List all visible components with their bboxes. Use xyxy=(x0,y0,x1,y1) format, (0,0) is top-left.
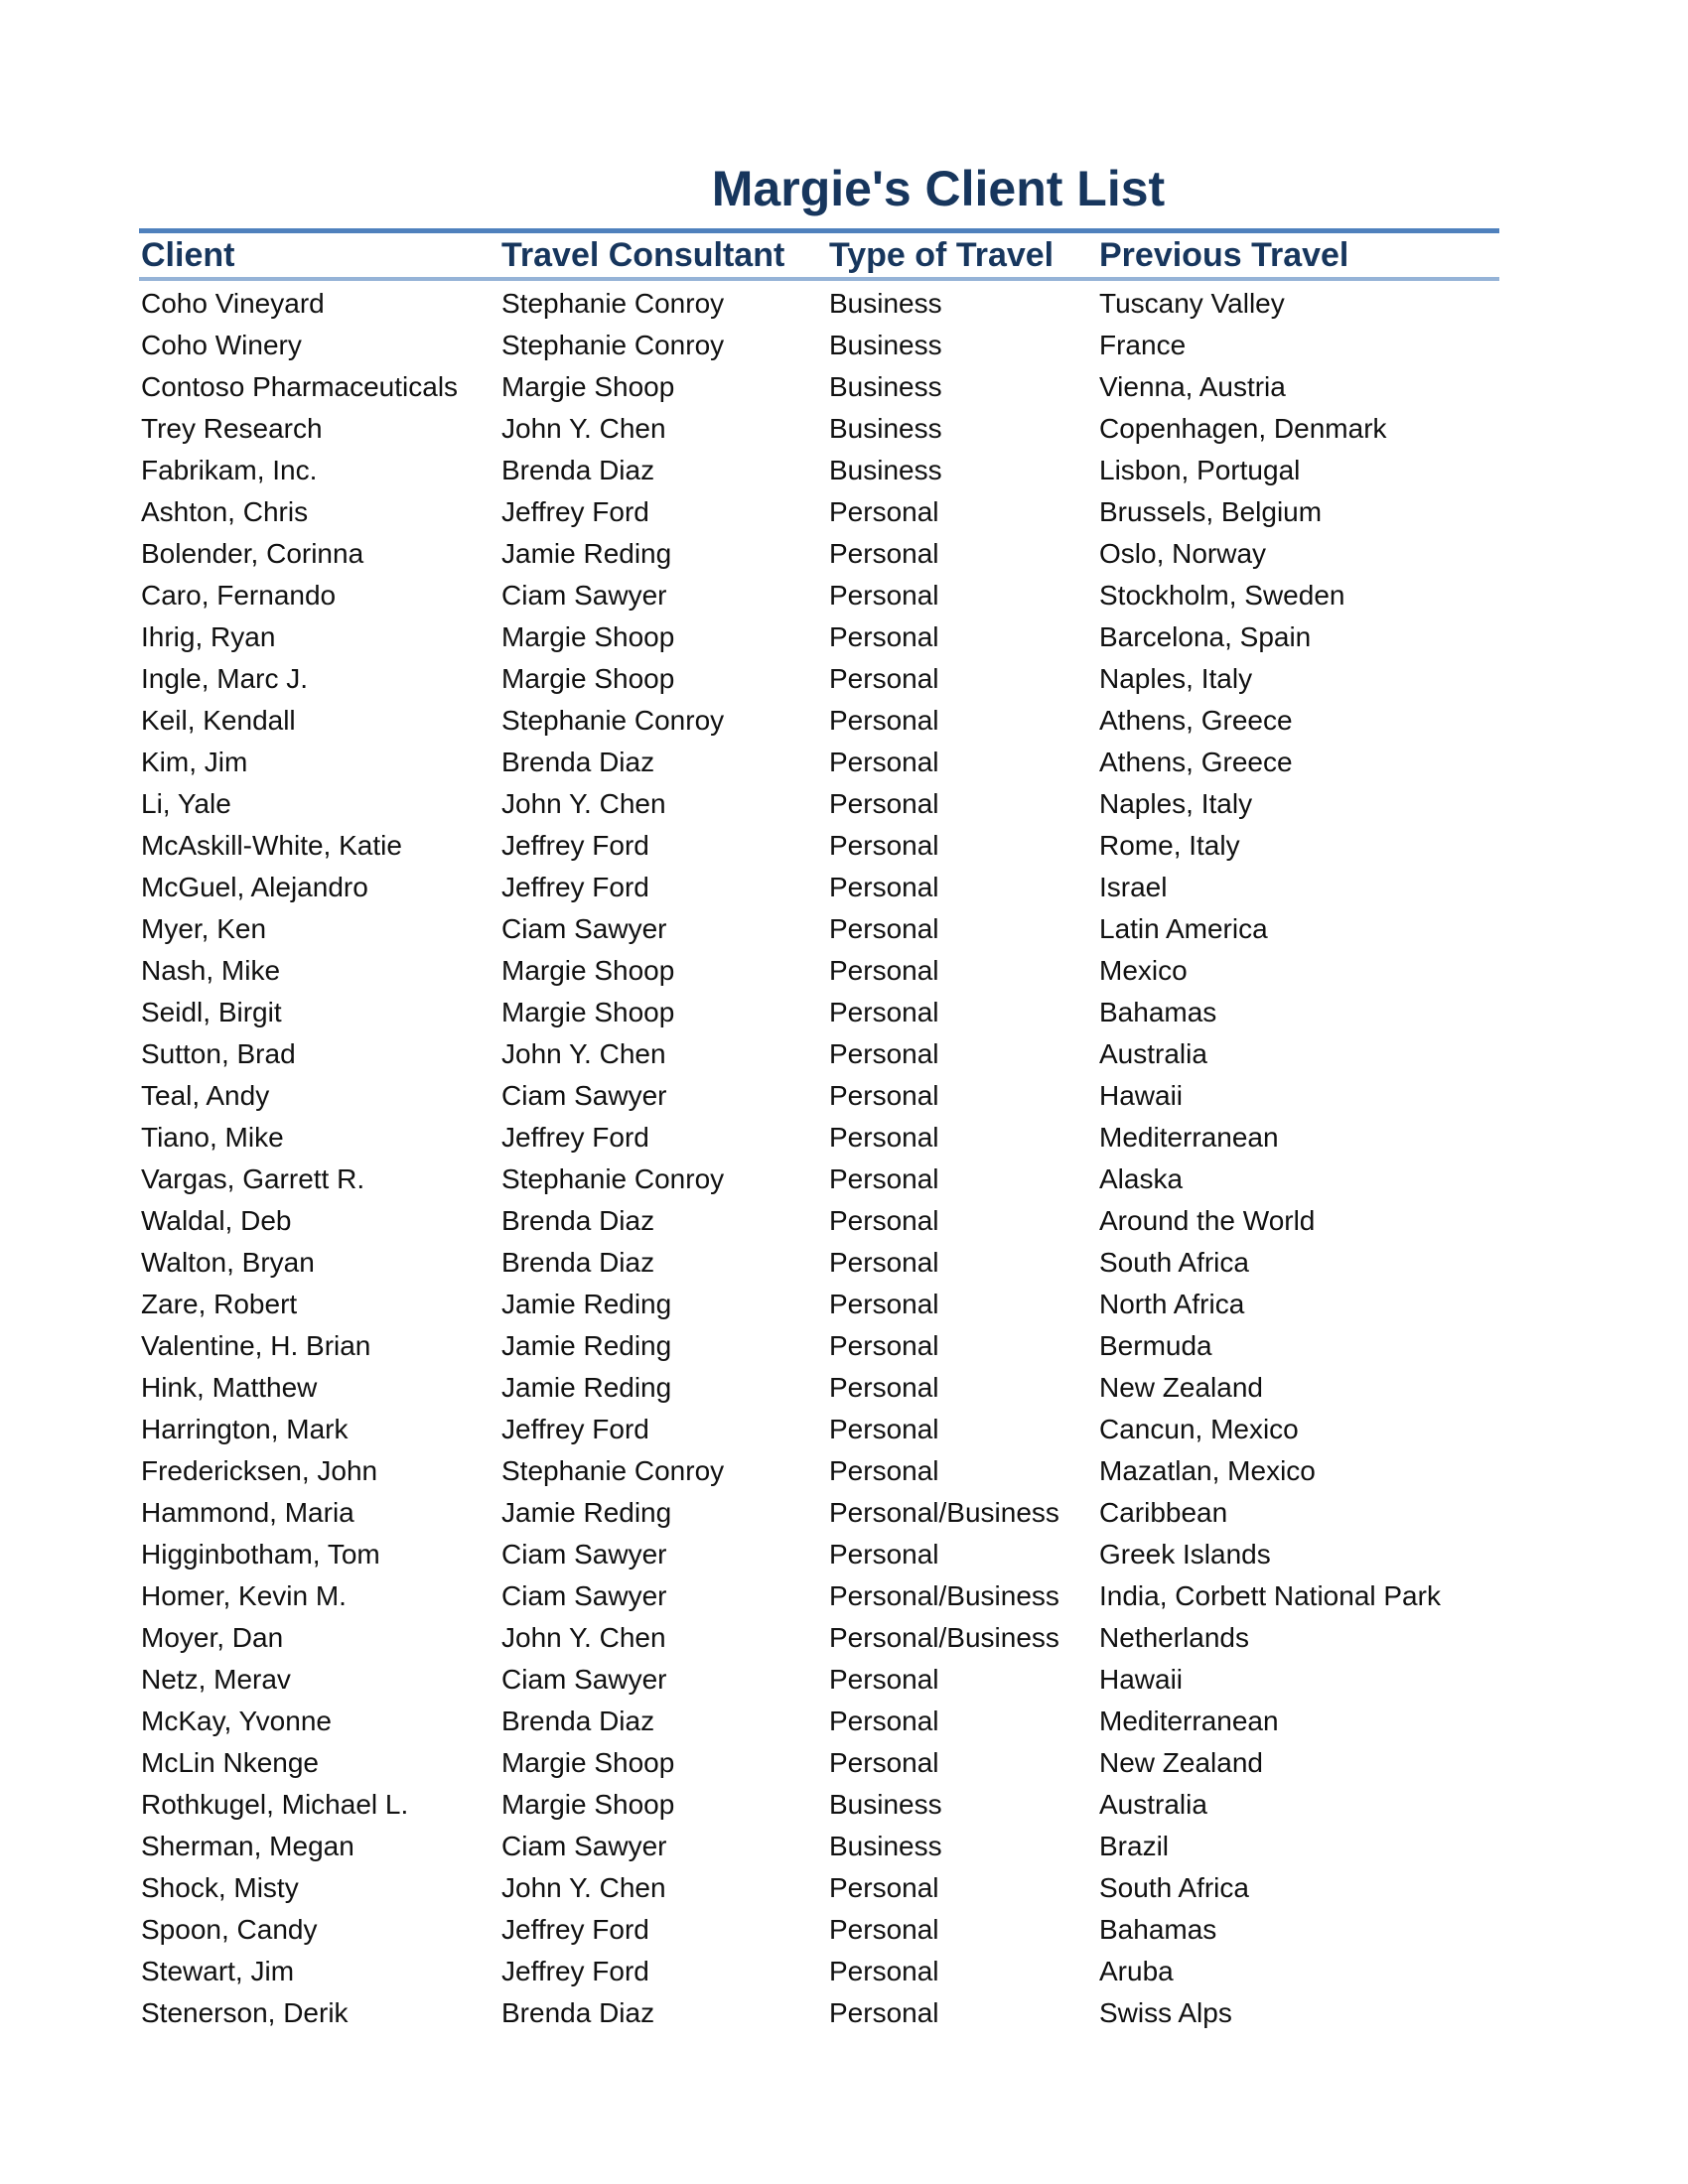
table-row xyxy=(139,742,1499,783)
table-row xyxy=(139,408,1499,450)
travel-consultant-cell: Stephanie Conroy xyxy=(501,705,725,736)
client-cell: McGuel, Alejandro xyxy=(141,872,368,902)
previous-travel-cell: North Africa xyxy=(1099,1289,1245,1319)
previous-travel-cell: Bahamas xyxy=(1099,1914,1217,1945)
header-previous-travel: Previous Travel xyxy=(1099,236,1349,274)
previous-travel-cell: India, Corbett National Park xyxy=(1099,1580,1441,1611)
type-of-travel-cell: Personal xyxy=(829,1372,939,1403)
type-of-travel-cell: Business xyxy=(829,371,942,402)
table-row xyxy=(139,1659,1499,1701)
client-cell: Tiano, Mike xyxy=(141,1122,284,1153)
client-cell: Sutton, Brad xyxy=(141,1038,296,1069)
table-row xyxy=(139,283,1499,325)
type-of-travel-cell: Personal/Business xyxy=(829,1497,1059,1528)
table-row xyxy=(139,1867,1499,1909)
type-of-travel-cell: Personal xyxy=(829,1289,939,1319)
client-cell: Homer, Kevin M. xyxy=(141,1580,347,1611)
client-cell: Nash, Mike xyxy=(141,955,281,986)
previous-travel-cell: Brazil xyxy=(1099,1831,1170,1861)
table-row xyxy=(139,575,1499,616)
travel-consultant-cell: Brenda Diaz xyxy=(501,1706,655,1736)
table-header-row xyxy=(139,228,1499,281)
table-row xyxy=(139,1200,1499,1242)
travel-consultant-cell: Stephanie Conroy xyxy=(501,288,725,319)
client-cell: Rothkugel, Michael L. xyxy=(141,1789,409,1820)
previous-travel-cell: Athens, Greece xyxy=(1099,747,1293,777)
type-of-travel-cell: Personal xyxy=(829,1455,939,1486)
header-client: Client xyxy=(141,236,235,274)
previous-travel-cell: New Zealand xyxy=(1099,1372,1263,1403)
travel-consultant-cell: Stephanie Conroy xyxy=(501,330,725,360)
table-row xyxy=(139,825,1499,867)
client-cell: Trey Research xyxy=(141,413,323,444)
type-of-travel-cell: Business xyxy=(829,330,942,360)
type-of-travel-cell: Personal xyxy=(829,1539,939,1570)
travel-consultant-cell: Brenda Diaz xyxy=(501,1205,655,1236)
table-row xyxy=(139,366,1499,408)
previous-travel-cell: Barcelona, Spain xyxy=(1099,621,1312,652)
previous-travel-cell: Greek Islands xyxy=(1099,1539,1271,1570)
client-cell: Ingle, Marc J. xyxy=(141,663,309,694)
table-row xyxy=(139,1534,1499,1575)
client-cell: Netz, Merav xyxy=(141,1664,291,1695)
table-row xyxy=(139,950,1499,992)
client-cell: Sherman, Megan xyxy=(141,1831,354,1861)
previous-travel-cell: Hawaii xyxy=(1099,1664,1184,1695)
travel-consultant-cell: Jamie Reding xyxy=(501,1497,672,1528)
travel-consultant-cell: Margie Shoop xyxy=(501,1747,675,1778)
table-row xyxy=(139,908,1499,950)
client-cell: Myer, Ken xyxy=(141,913,267,944)
type-of-travel-cell: Personal/Business xyxy=(829,1580,1059,1611)
table-row xyxy=(139,1617,1499,1659)
table-row xyxy=(139,867,1499,908)
table-row xyxy=(139,1742,1499,1784)
table-row xyxy=(139,783,1499,825)
type-of-travel-cell: Business xyxy=(829,1831,942,1861)
previous-travel-cell: Aruba xyxy=(1099,1956,1174,1986)
table-row xyxy=(139,1159,1499,1200)
type-of-travel-cell: Business xyxy=(829,288,942,319)
previous-travel-cell: Swiss Alps xyxy=(1099,1997,1232,2028)
client-cell: Bolender, Corinna xyxy=(141,538,364,569)
travel-consultant-cell: Brenda Diaz xyxy=(501,747,655,777)
travel-consultant-cell: Jeffrey Ford xyxy=(501,1914,649,1945)
previous-travel-cell: Bermuda xyxy=(1099,1330,1212,1361)
client-cell: Fabrikam, Inc. xyxy=(141,455,318,485)
travel-consultant-cell: Margie Shoop xyxy=(501,955,675,986)
type-of-travel-cell: Personal xyxy=(829,1038,939,1069)
client-cell: Vargas, Garrett R. xyxy=(141,1163,365,1194)
client-cell: Kim, Jim xyxy=(141,747,248,777)
previous-travel-cell: Stockholm, Sweden xyxy=(1099,580,1345,611)
table-row xyxy=(139,1784,1499,1826)
previous-travel-cell: France xyxy=(1099,330,1187,360)
type-of-travel-cell: Personal xyxy=(829,1122,939,1153)
previous-travel-cell: Australia xyxy=(1099,1038,1207,1069)
client-cell: Stewart, Jim xyxy=(141,1956,295,1986)
type-of-travel-cell: Personal xyxy=(829,1247,939,1278)
client-cell: Contoso Pharmaceuticals xyxy=(141,371,459,402)
type-of-travel-cell: Personal xyxy=(829,1997,939,2028)
type-of-travel-cell: Personal xyxy=(829,1330,939,1361)
type-of-travel-cell: Personal/Business xyxy=(829,1622,1059,1653)
client-cell: Teal, Andy xyxy=(141,1080,270,1111)
type-of-travel-cell: Personal xyxy=(829,1664,939,1695)
previous-travel-cell: Cancun, Mexico xyxy=(1099,1414,1299,1444)
client-cell: Seidl, Birgit xyxy=(141,997,282,1027)
previous-travel-cell: Netherlands xyxy=(1099,1622,1249,1653)
header-travel-consultant: Travel Consultant xyxy=(501,236,785,274)
client-cell: Coho Winery xyxy=(141,330,302,360)
client-cell: Fredericksen, John xyxy=(141,1455,378,1486)
client-cell: Moyer, Dan xyxy=(141,1622,284,1653)
type-of-travel-cell: Business xyxy=(829,413,942,444)
type-of-travel-cell: Personal xyxy=(829,621,939,652)
table-row xyxy=(139,616,1499,658)
type-of-travel-cell: Personal xyxy=(829,1205,939,1236)
travel-consultant-cell: Jeffrey Ford xyxy=(501,830,649,861)
type-of-travel-cell: Personal xyxy=(829,1747,939,1778)
client-cell: Valentine, H. Brian xyxy=(141,1330,371,1361)
client-cell: Zare, Robert xyxy=(141,1289,298,1319)
travel-consultant-cell: John Y. Chen xyxy=(501,413,666,444)
table-row xyxy=(139,1117,1499,1159)
client-cell: Waldal, Deb xyxy=(141,1205,292,1236)
table-row xyxy=(139,1701,1499,1742)
previous-travel-cell: Athens, Greece xyxy=(1099,705,1293,736)
previous-travel-cell: Caribbean xyxy=(1099,1497,1228,1528)
table-row xyxy=(139,450,1499,491)
table-row xyxy=(139,1284,1499,1325)
table-row xyxy=(139,1492,1499,1534)
type-of-travel-cell: Business xyxy=(829,1789,942,1820)
travel-consultant-cell: Margie Shoop xyxy=(501,621,675,652)
type-of-travel-cell: Personal xyxy=(829,580,939,611)
travel-consultant-cell: John Y. Chen xyxy=(501,1038,666,1069)
type-of-travel-cell: Personal xyxy=(829,830,939,861)
client-cell: Caro, Fernando xyxy=(141,580,337,611)
previous-travel-cell: Latin America xyxy=(1099,913,1268,944)
table-row xyxy=(139,1450,1499,1492)
client-cell: Walton, Bryan xyxy=(141,1247,315,1278)
table-row xyxy=(139,1075,1499,1117)
client-cell: Keil, Kendall xyxy=(141,705,296,736)
client-cell: Coho Vineyard xyxy=(141,288,325,319)
travel-consultant-cell: John Y. Chen xyxy=(501,1872,666,1903)
type-of-travel-cell: Personal xyxy=(829,663,939,694)
table-body xyxy=(139,283,1499,2034)
client-cell: Hink, Matthew xyxy=(141,1372,318,1403)
travel-consultant-cell: Brenda Diaz xyxy=(501,1997,655,2028)
previous-travel-cell: Mazatlan, Mexico xyxy=(1099,1455,1316,1486)
type-of-travel-cell: Personal xyxy=(829,1414,939,1444)
previous-travel-cell: Naples, Italy xyxy=(1099,788,1253,819)
table-row xyxy=(139,1367,1499,1409)
table-row xyxy=(139,1409,1499,1450)
type-of-travel-cell: Personal xyxy=(829,1914,939,1945)
client-cell: Higginbotham, Tom xyxy=(141,1539,380,1570)
type-of-travel-cell: Personal xyxy=(829,1706,939,1736)
previous-travel-cell: South Africa xyxy=(1099,1872,1249,1903)
table-row xyxy=(139,1325,1499,1367)
type-of-travel-cell: Personal xyxy=(829,872,939,902)
client-cell: Spoon, Candy xyxy=(141,1914,318,1945)
type-of-travel-cell: Personal xyxy=(829,538,939,569)
type-of-travel-cell: Personal xyxy=(829,1080,939,1111)
travel-consultant-cell: John Y. Chen xyxy=(501,1622,666,1653)
previous-travel-cell: Israel xyxy=(1099,872,1168,902)
type-of-travel-cell: Personal xyxy=(829,1163,939,1194)
travel-consultant-cell: Jeffrey Ford xyxy=(501,496,649,527)
travel-consultant-cell: Brenda Diaz xyxy=(501,455,655,485)
table-row xyxy=(139,533,1499,575)
previous-travel-cell: Mediterranean xyxy=(1099,1122,1279,1153)
client-cell: McKay, Yvonne xyxy=(141,1706,332,1736)
type-of-travel-cell: Personal xyxy=(829,1956,939,1986)
type-of-travel-cell: Business xyxy=(829,455,942,485)
client-cell: McAskill-White, Katie xyxy=(141,830,402,861)
client-cell: Stenerson, Derik xyxy=(141,1997,349,2028)
previous-travel-cell: Hawaii xyxy=(1099,1080,1184,1111)
table-row xyxy=(139,1992,1499,2034)
previous-travel-cell: Around the World xyxy=(1099,1205,1316,1236)
travel-consultant-cell: Jeffrey Ford xyxy=(501,1414,649,1444)
travel-consultant-cell: Ciam Sawyer xyxy=(501,1580,667,1611)
travel-consultant-cell: Ciam Sawyer xyxy=(501,913,667,944)
travel-consultant-cell: Stephanie Conroy xyxy=(501,1163,725,1194)
previous-travel-cell: Rome, Italy xyxy=(1099,830,1240,861)
type-of-travel-cell: Personal xyxy=(829,788,939,819)
previous-travel-cell: Oslo, Norway xyxy=(1099,538,1267,569)
type-of-travel-cell: Personal xyxy=(829,997,939,1027)
page-title: Margie's Client List xyxy=(711,161,1166,216)
travel-consultant-cell: Jeffrey Ford xyxy=(501,872,649,902)
table-row xyxy=(139,1033,1499,1075)
type-of-travel-cell: Personal xyxy=(829,1872,939,1903)
travel-consultant-cell: Margie Shoop xyxy=(501,371,675,402)
previous-travel-cell: Brussels, Belgium xyxy=(1099,496,1323,527)
travel-consultant-cell: Ciam Sawyer xyxy=(501,580,667,611)
header-type-of-travel: Type of Travel xyxy=(829,236,1055,274)
type-of-travel-cell: Personal xyxy=(829,747,939,777)
travel-consultant-cell: Jamie Reding xyxy=(501,1330,672,1361)
client-cell: Harrington, Mark xyxy=(141,1414,349,1444)
previous-travel-cell: Lisbon, Portugal xyxy=(1099,455,1301,485)
travel-consultant-cell: Margie Shoop xyxy=(501,997,675,1027)
travel-consultant-cell: Jeffrey Ford xyxy=(501,1122,649,1153)
client-cell: Li, Yale xyxy=(141,788,231,819)
travel-consultant-cell: Margie Shoop xyxy=(501,1789,675,1820)
previous-travel-cell: Naples, Italy xyxy=(1099,663,1253,694)
previous-travel-cell: Bahamas xyxy=(1099,997,1217,1027)
type-of-travel-cell: Personal xyxy=(829,496,939,527)
table-row xyxy=(139,992,1499,1033)
table-row xyxy=(139,658,1499,700)
travel-consultant-cell: Brenda Diaz xyxy=(501,1247,655,1278)
travel-consultant-cell: Jamie Reding xyxy=(501,538,672,569)
travel-consultant-cell: Jamie Reding xyxy=(501,1372,672,1403)
travel-consultant-cell: Jamie Reding xyxy=(501,1289,672,1319)
previous-travel-cell: New Zealand xyxy=(1099,1747,1263,1778)
travel-consultant-cell: Ciam Sawyer xyxy=(501,1539,667,1570)
table-row xyxy=(139,1951,1499,1992)
travel-consultant-cell: Margie Shoop xyxy=(501,663,675,694)
previous-travel-cell: Tuscany Valley xyxy=(1099,288,1285,319)
previous-travel-cell: South Africa xyxy=(1099,1247,1249,1278)
type-of-travel-cell: Personal xyxy=(829,913,939,944)
table-row xyxy=(139,1909,1499,1951)
table-row xyxy=(139,700,1499,742)
client-cell: Shock, Misty xyxy=(141,1872,299,1903)
travel-consultant-cell: Ciam Sawyer xyxy=(501,1664,667,1695)
table-row xyxy=(139,1826,1499,1867)
client-cell: Hammond, Maria xyxy=(141,1497,354,1528)
travel-consultant-cell: Stephanie Conroy xyxy=(501,1455,725,1486)
client-list-sheet xyxy=(139,149,1499,2034)
type-of-travel-cell: Personal xyxy=(829,705,939,736)
previous-travel-cell: Vienna, Austria xyxy=(1099,371,1286,402)
type-of-travel-cell: Personal xyxy=(829,955,939,986)
previous-travel-cell: Copenhagen, Denmark xyxy=(1099,413,1387,444)
table-row xyxy=(139,1242,1499,1284)
travel-consultant-cell: Ciam Sawyer xyxy=(501,1831,667,1861)
previous-travel-cell: Alaska xyxy=(1099,1163,1184,1194)
travel-consultant-cell: John Y. Chen xyxy=(501,788,666,819)
client-cell: Ihrig, Ryan xyxy=(141,621,276,652)
previous-travel-cell: Mexico xyxy=(1099,955,1188,986)
previous-travel-cell: Australia xyxy=(1099,1789,1207,1820)
travel-consultant-cell: Ciam Sawyer xyxy=(501,1080,667,1111)
client-cell: McLin Nkenge xyxy=(141,1747,319,1778)
travel-consultant-cell: Jeffrey Ford xyxy=(501,1956,649,1986)
previous-travel-cell: Mediterranean xyxy=(1099,1706,1279,1736)
client-cell: Ashton, Chris xyxy=(141,496,309,527)
table-row xyxy=(139,1575,1499,1617)
table-row xyxy=(139,491,1499,533)
table-row xyxy=(139,325,1499,366)
